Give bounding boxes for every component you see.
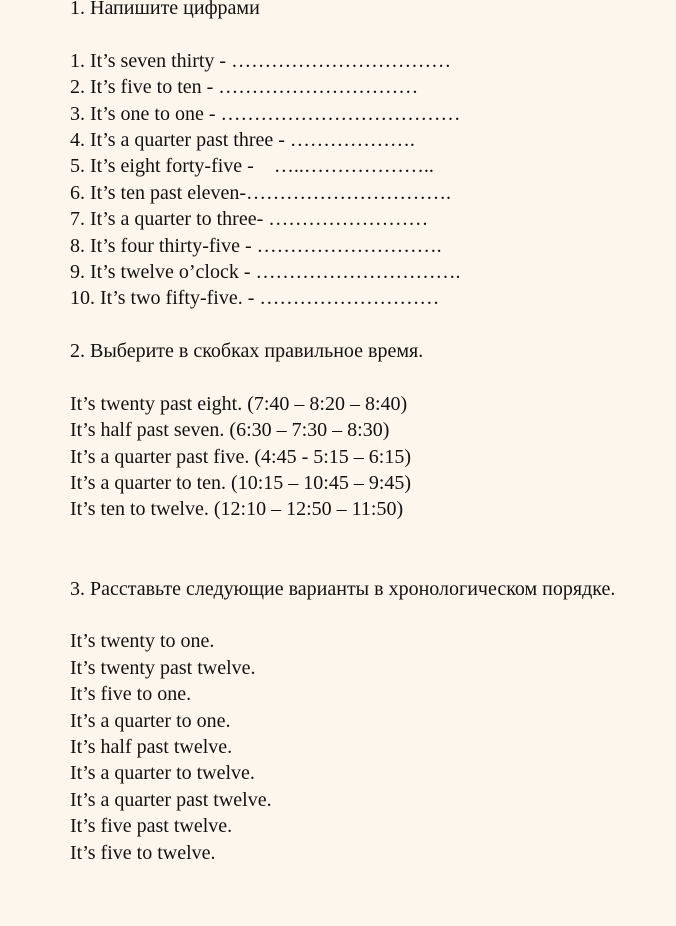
spacer [70, 312, 660, 338]
exercise-item: 6. It’s ten past eleven-…………………………. [70, 181, 452, 204]
exercise-item: 5. It’s eight forty-five - …..……………….. [70, 155, 439, 178]
spacer [70, 549, 660, 575]
section-3-heading: 3. Расставьте следующие варианты в хронологическом порядке. [70, 577, 616, 600]
worksheet [70, 0, 660, 866]
spacer [70, 364, 660, 390]
exercise-item: It’s a quarter past five. (4:45 - 5:15 – 6:15) [70, 445, 412, 468]
exercise-item: 7. It’s a quarter to three- …………………… [70, 208, 429, 231]
exercise-item: It’s half past seven. (6:30 – 7:30 – 8:30) [70, 419, 390, 442]
exercise-item: 9. It’s twelve o’clock - …………………………. [70, 260, 461, 283]
spacer [70, 523, 660, 549]
exercise-item: 8. It’s four thirty-five - ………………………. [70, 234, 442, 257]
exercise-item: It’s a quarter to twelve. [70, 762, 255, 785]
exercise-item: It’s ten to twelve. (12:10 – 12:50 – 11:50) [70, 498, 404, 521]
section-1-list [70, 48, 660, 312]
spacer [70, 602, 660, 628]
exercise-item: It’s a quarter to one. [70, 709, 231, 732]
spacer [70, 21, 660, 47]
section-3-list [70, 628, 660, 866]
section-1-heading: 1. Напишите цифрами [70, 0, 260, 19]
exercise-item: 4. It’s a quarter past three - ………………. [70, 128, 415, 151]
exercise-item: It’s five to twelve. [70, 841, 216, 864]
exercise-item: It’s half past twelve. [70, 735, 233, 758]
section-2-list [70, 391, 660, 523]
exercise-item: 3. It’s one to one - ……………………………… [70, 102, 461, 125]
exercise-item: 10. It’s two fifty-five. - ……………………… [70, 287, 440, 310]
section-2-heading: 2. Выберите в скобках правильное время. [70, 340, 424, 363]
exercise-item: It’s a quarter past twelve. [70, 788, 272, 811]
exercise-item: 1. It’s seven thirty - …………………………… [70, 49, 452, 72]
exercise-item: 2. It’s five to ten - ………………………… [70, 76, 419, 99]
exercise-item: It’s twenty past eight. (7:40 – 8:20 – 8:40) [70, 392, 408, 415]
exercise-item: It’s twenty to one. [70, 630, 215, 653]
exercise-item: It’s twenty past twelve. [70, 656, 256, 679]
exercise-item: It’s five past twelve. [70, 815, 233, 838]
exercise-item: It’s a quarter to ten. (10:15 – 10:45 – 9:45) [70, 472, 412, 495]
exercise-item: It’s five to one. [70, 683, 192, 706]
